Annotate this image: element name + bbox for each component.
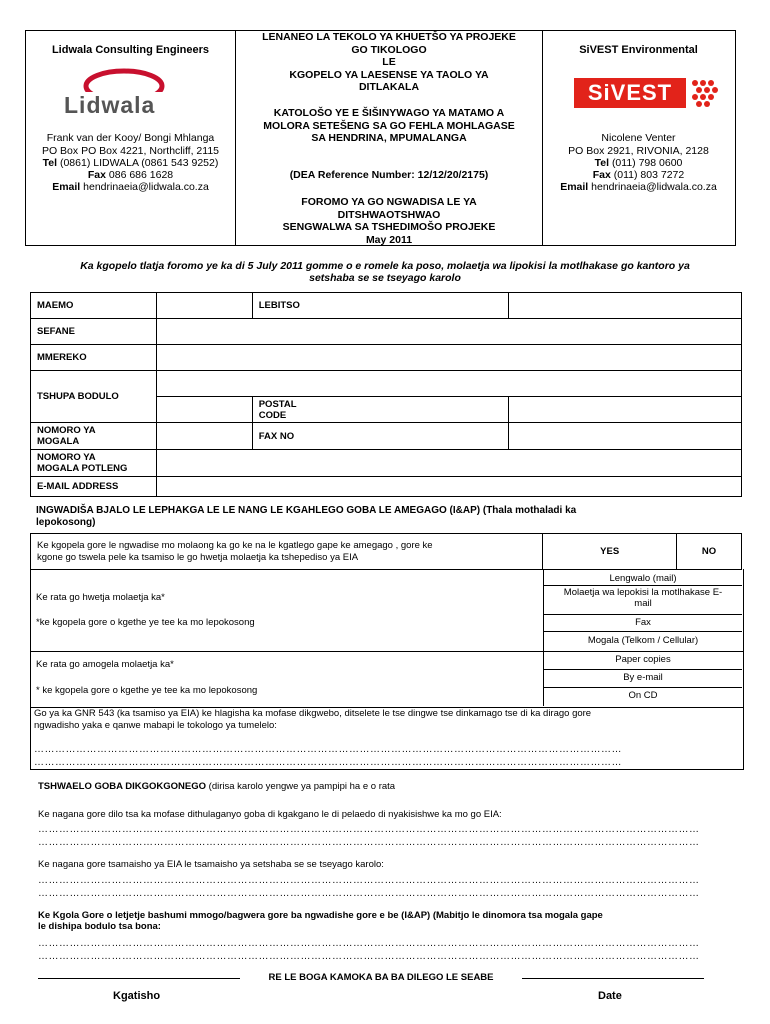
comments-q3-line-2[interactable]: ……………………………………………………………………………………………………………………………………………………………………… — [38, 951, 700, 962]
sivest-company-name: SiVEST Environmental — [579, 44, 698, 56]
personal-details-table — [30, 292, 742, 497]
sivest-fax: Fax (011) 803 7272 — [592, 169, 685, 181]
postal-code-field[interactable] — [509, 397, 742, 423]
lidwala-company-name: Lidwala Consulting Engineers — [51, 44, 210, 56]
accept-option-email[interactable]: By e-mail — [623, 672, 663, 683]
gnr-answer-line-1[interactable]: …………………………………………………………………………………………………………………………………………………… — [34, 744, 622, 755]
lidwala-logo-text: Lidwala — [64, 92, 156, 118]
comments-q2: Ke nagana gore tsamaisho ya EIA le tsamaisho ya setshaba se se tseyago karolo: — [38, 859, 384, 870]
accept-option-cd[interactable]: On CD — [628, 690, 658, 701]
comments-q1-line-2[interactable]: ……………………………………………………………………………………………………………………………………………………………………… — [38, 837, 700, 848]
footer-rule-left — [38, 978, 240, 979]
maemo-label: MAEMO — [31, 293, 157, 319]
form-title: FOROMO YA GO NGWADISA LE YA DITSHWAOTSHWAO SENGWALWA SA TSHEDIMOŠO PROJEKE May 2011 — [282, 196, 496, 246]
project-title: KATOLOŠO YE E ŠIŠINYWAGO YA MATAMO A MOLORA SETEŠENG SA GO FEHLA MOHLAGASE SA HENDRINA, MPUMALANGA — [263, 107, 515, 144]
lebitso-label: LEBITSO — [252, 293, 509, 319]
comments-q1: Ke nagana gore dilo tsa ka mofase dithulaganyo goba di kgakgano le di pelaedo di nyakisishwe ka mo go EIA: — [38, 809, 502, 820]
signature-label: Kgatisho — [113, 990, 161, 1002]
dea-reference: (DEA Reference Number: 12/12/20/2175) — [289, 169, 489, 181]
comments-heading: TSHWAELO GOBA DIKGOKGONEGO (dirisa karolo yengwe ya pampipi ha e o rata — [38, 781, 396, 792]
lidwala-tel: Tel (0861) LIDWALA (0861 543 9252) — [42, 157, 219, 169]
sivest-contact-name: Nicolene Venter — [601, 132, 676, 144]
nomoro-mogala-label: NOMORO YA MOGALA — [31, 423, 157, 450]
comments-q2-line-2[interactable]: ……………………………………………………………………………………………………………………………………………………………………… — [38, 888, 700, 899]
footer-rule-right — [522, 978, 704, 979]
nomoro-mogala-field[interactable] — [156, 423, 252, 450]
comments-q3: Ke Kgola Gore o letjetje bashumi mmogo/bagwera gore ba ngwadishe gore e be (I&AP) (Mabitjo le dinomora tsa mogala gape le dishipa bodulo tsa bona: — [38, 910, 603, 932]
registration-question: Ke kgopela gore le ngwadise mo molaong ka go ke na le kgatlego gape ke amegago , gore ke kgone go tswela pele ka tsamiso le go hwetja molaetja ka tshepediso ya EIA — [31, 534, 543, 570]
comments-q3-line-1[interactable]: ……………………………………………………………………………………………………………………………………………………………………… — [38, 938, 700, 949]
comments-q2-line-1[interactable]: ……………………………………………………………………………………………………………………………………………………………………… — [38, 875, 700, 886]
accept-note: * ke kgopela gore o kgethe ye tee ka mo lepokosong — [36, 685, 258, 696]
nomoro-potleng-label: NOMORO YA MOGALA POTLENG — [31, 450, 157, 477]
email-label: E-MAIL ADDRESS — [31, 477, 157, 497]
sivest-tel: Tel (011) 798 0600 — [594, 157, 683, 169]
fax-no-field[interactable] — [509, 423, 742, 450]
sefane-field[interactable] — [156, 319, 741, 345]
postal-code-label: POSTAL CODE — [252, 397, 509, 423]
gnr-text: Go ya ka GNR 543 (ka tsamiso ya EIA) ke hlagisha ka mofase dikgwebo, ditselete le tse dingwe tse dinkamago tse di ka dirago gore ngwadisho yaka e qanwe mabapi le tokologo ya tumelelo: — [34, 708, 592, 731]
mmereko-label: MMEREKO — [31, 345, 157, 371]
sivest-logo: SiVEST — [574, 78, 732, 108]
tshupa-bodulo-field[interactable] — [156, 371, 741, 397]
receive-option-email[interactable]: Molaetja wa lepokisi la motlhakase E-mail — [563, 587, 723, 609]
sefane-label: SEFANE — [31, 319, 157, 345]
receive-option-phone[interactable]: Mogala (Telkom / Cellular) — [587, 635, 699, 646]
registration-heading: INGWADIŠA BJALO LE LEPHAKGA LE LE NANG LE KGAHLEGO GOBA LE AMEGAGO (I&AP) (Thala mothaladi ka lepokosong) — [36, 505, 577, 528]
receive-option-fax[interactable]: Fax — [635, 617, 651, 628]
sivest-email: Email hendrinaeia@lidwala.co.za — [560, 181, 717, 193]
email-field[interactable] — [156, 477, 741, 497]
fax-no-label: FAX NO — [252, 423, 509, 450]
lidwala-address: PO Box PO Box 4221, Northcliff, 2115 — [41, 145, 220, 157]
lidwala-email: Email hendrinaeia@lidwala.co.za — [52, 181, 209, 193]
yes-checkbox[interactable]: YES — [543, 534, 677, 570]
accept-option-paper[interactable]: Paper copies — [615, 654, 671, 665]
mmereko-field[interactable] — [156, 345, 741, 371]
comments-q1-line-1[interactable]: ……………………………………………………………………………………………………………………………………………………………………… — [38, 824, 700, 835]
lidwala-contact-name: Frank van der Kooy/ Bongi Mhlanga — [46, 132, 215, 144]
sivest-address: PO Box 2921, RIVONIA, 2128 — [568, 145, 709, 157]
accept-question: Ke rata go amogela molaetja ka* — [36, 659, 174, 670]
lebitso-field[interactable] — [509, 293, 742, 319]
document-title: LENANEO LA TEKOLO YA KHUETŠO YA PROJEKE GO TIKOLOGO LE KGOPELO YA LAESENSE YA TAOLO YA DITLAKALA — [262, 31, 516, 93]
receive-option-mail[interactable]: Lengwalo (mail) — [609, 573, 677, 584]
tshupa-bodulo-label: TSHUPA BODULO — [31, 371, 157, 423]
instruction-text: Ka kgopelo tlatja foromo ye ka di 5 July 2011 gomme o e romele ka poso, molaetja wa lipokisi la motlhakase go kantoro ya setshaba se se tseyago karolo — [80, 260, 690, 284]
tshupa-bodulo-field-2[interactable] — [156, 397, 252, 423]
date-label: Date — [598, 990, 622, 1002]
nomoro-potleng-field[interactable] — [156, 450, 741, 477]
receive-question: Ke rata go hwetja molaetja ka* — [36, 592, 165, 603]
footer-thanks: RE LE BOGA KAMOKA BA BA DILEGO LE SEABE — [268, 972, 494, 983]
lidwala-fax: Fax 086 686 1628 — [87, 169, 174, 181]
receive-note: *ke kgopela gore o kgethe ye tee ka mo lepokosong — [36, 617, 255, 628]
no-checkbox[interactable]: NO — [677, 534, 742, 570]
registration-table — [30, 533, 742, 570]
maemo-field[interactable] — [156, 293, 252, 319]
gnr-answer-line-2[interactable]: …………………………………………………………………………………………………………………………………………………… — [34, 757, 622, 768]
